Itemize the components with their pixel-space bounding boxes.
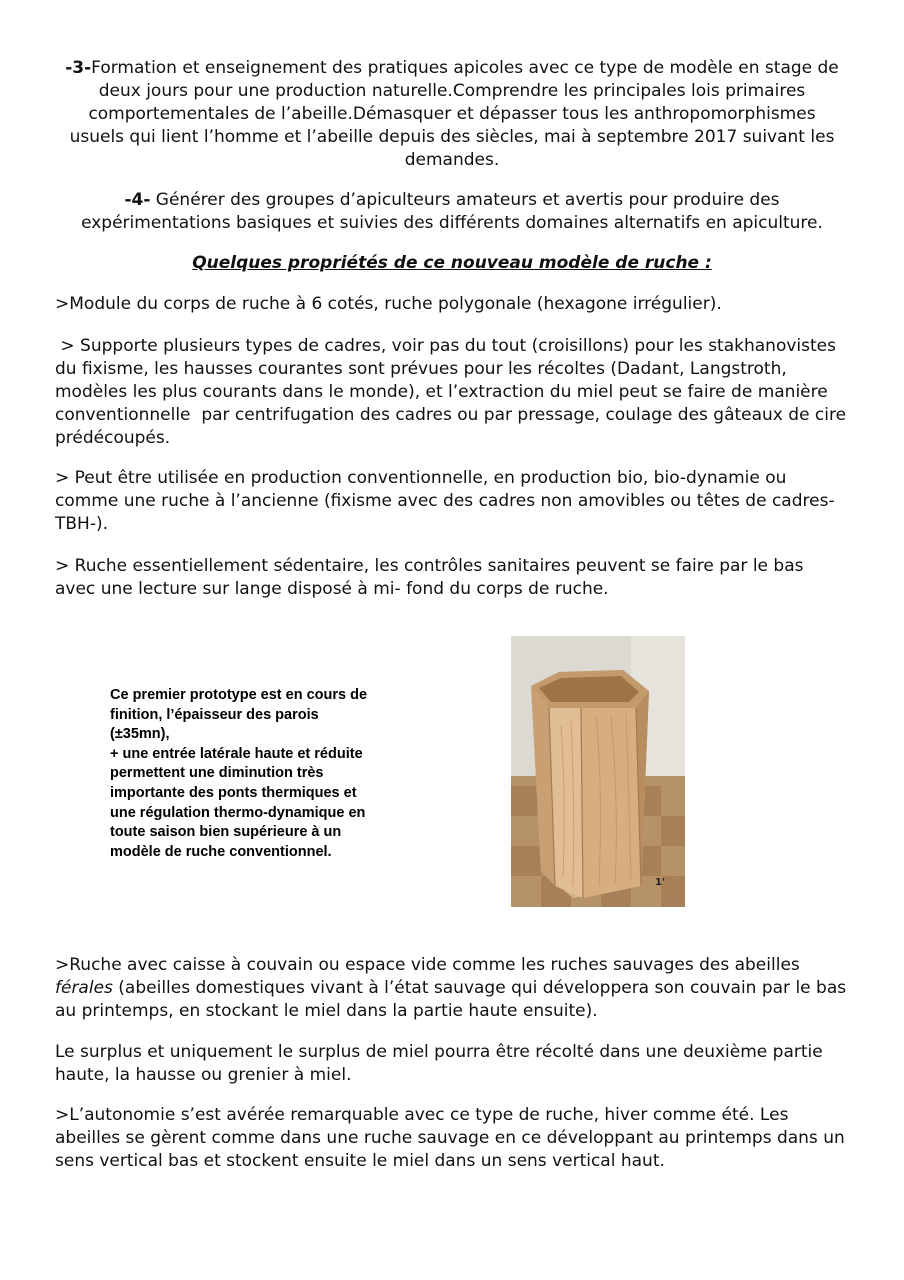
section-4-text: Générer des groupes d’apiculteurs amateurs et avertis pour produire des expérimentations basiques et suivies des différents domaines alternatifs en apiculture. (81, 190, 823, 233)
section-4-paragraph (62, 189, 842, 235)
property-sedentaire: > Ruche essentiellement sédentaire, les contrôles sanitaires peuvent se faire par le bas avec une lecture sur lange disposé à mi- fond du corps de ruche. (55, 556, 804, 599)
section-4-number: -4- (124, 190, 151, 210)
autonomie-paragraph: >L’autonomie s’est avérée remarquable avec ce type de ruche, hiver comme été. Les abeilles se gèrent comme dans une ruche sauvage en ce développant au printemps dans un sens vertical bas et stockent ensuite le miel dans un sens vertical haut. (55, 1105, 845, 1171)
property-production: > Peut être utilisée en production conventionnelle, en production bio, bio-dynamie ou comme une ruche à l’ancienne (fixisme avec des cadres non amovibles ou têtes de cadres-TBH-). (55, 468, 835, 534)
ruche-caisse-text-start: >Ruche avec caisse à couvain ou espace vide comme les ruches sauvages des abeilles (55, 955, 800, 975)
hive-prototype-photo (511, 636, 685, 907)
property-module: >Module du corps de ruche à 6 cotés, ruche polygonale (hexagone irrégulier). (55, 294, 722, 314)
ferales-word: férales (55, 978, 113, 998)
ruche-caisse-text-end: (abeilles domestiques vivant à l’état sauvage qui développera son couvain par le bas au printemps, en stockant le miel dans la partie haute ensuite). (55, 978, 847, 1021)
hive-prototype-image (511, 636, 685, 907)
ruche-caisse-paragraph (55, 954, 855, 1023)
section-3-text: Formation et enseignement des pratiques apicoles avec ce type de modèle en stage de deux jours pour une production naturelle.Comprendre les principales lois primaires comportementales de l’abeille.Démasquer et dépasser tous les anthropomorphismes usuels qui lient l’homme et l’abeille depuis des siècles, mai à septembre 2017 suivant les demandes. (69, 58, 839, 170)
section-3-paragraph (62, 57, 842, 172)
section-3-number: -3- (65, 58, 92, 78)
figure-caption: Ce premier prototype est en cours de finition, l’épaisseur des parois (±35mn), + une entrée latérale haute et réduite permettent une diminution très importante des ponts thermiques et une régulation thermo-dynamique en toute saison bien supérieure à un modèle de ruche conventionnel. (110, 687, 368, 860)
properties-heading: Quelques propriétés de ce nouveau modèle de ruche : (192, 253, 712, 273)
property-cadres: > Supporte plusieurs types de cadres, voir pas du tout (croisillons) pour les stakhanovistes du fixisme, les hausses courantes sont prévues pour les récoltes (Dadant, Langstroth, modèles les plus courants dans le monde), et l’extraction du miel peut se faire de manière conventionnelle par centrifugation des cadres ou par pressage, coulage des gâteaux de cire prédécoupés. (55, 336, 852, 448)
photo-label: 1' (655, 877, 666, 888)
surplus-paragraph: Le surplus et uniquement le surplus de miel pourra être récolté dans une deuxième partie haute, la hausse ou grenier à miel. (55, 1042, 823, 1085)
